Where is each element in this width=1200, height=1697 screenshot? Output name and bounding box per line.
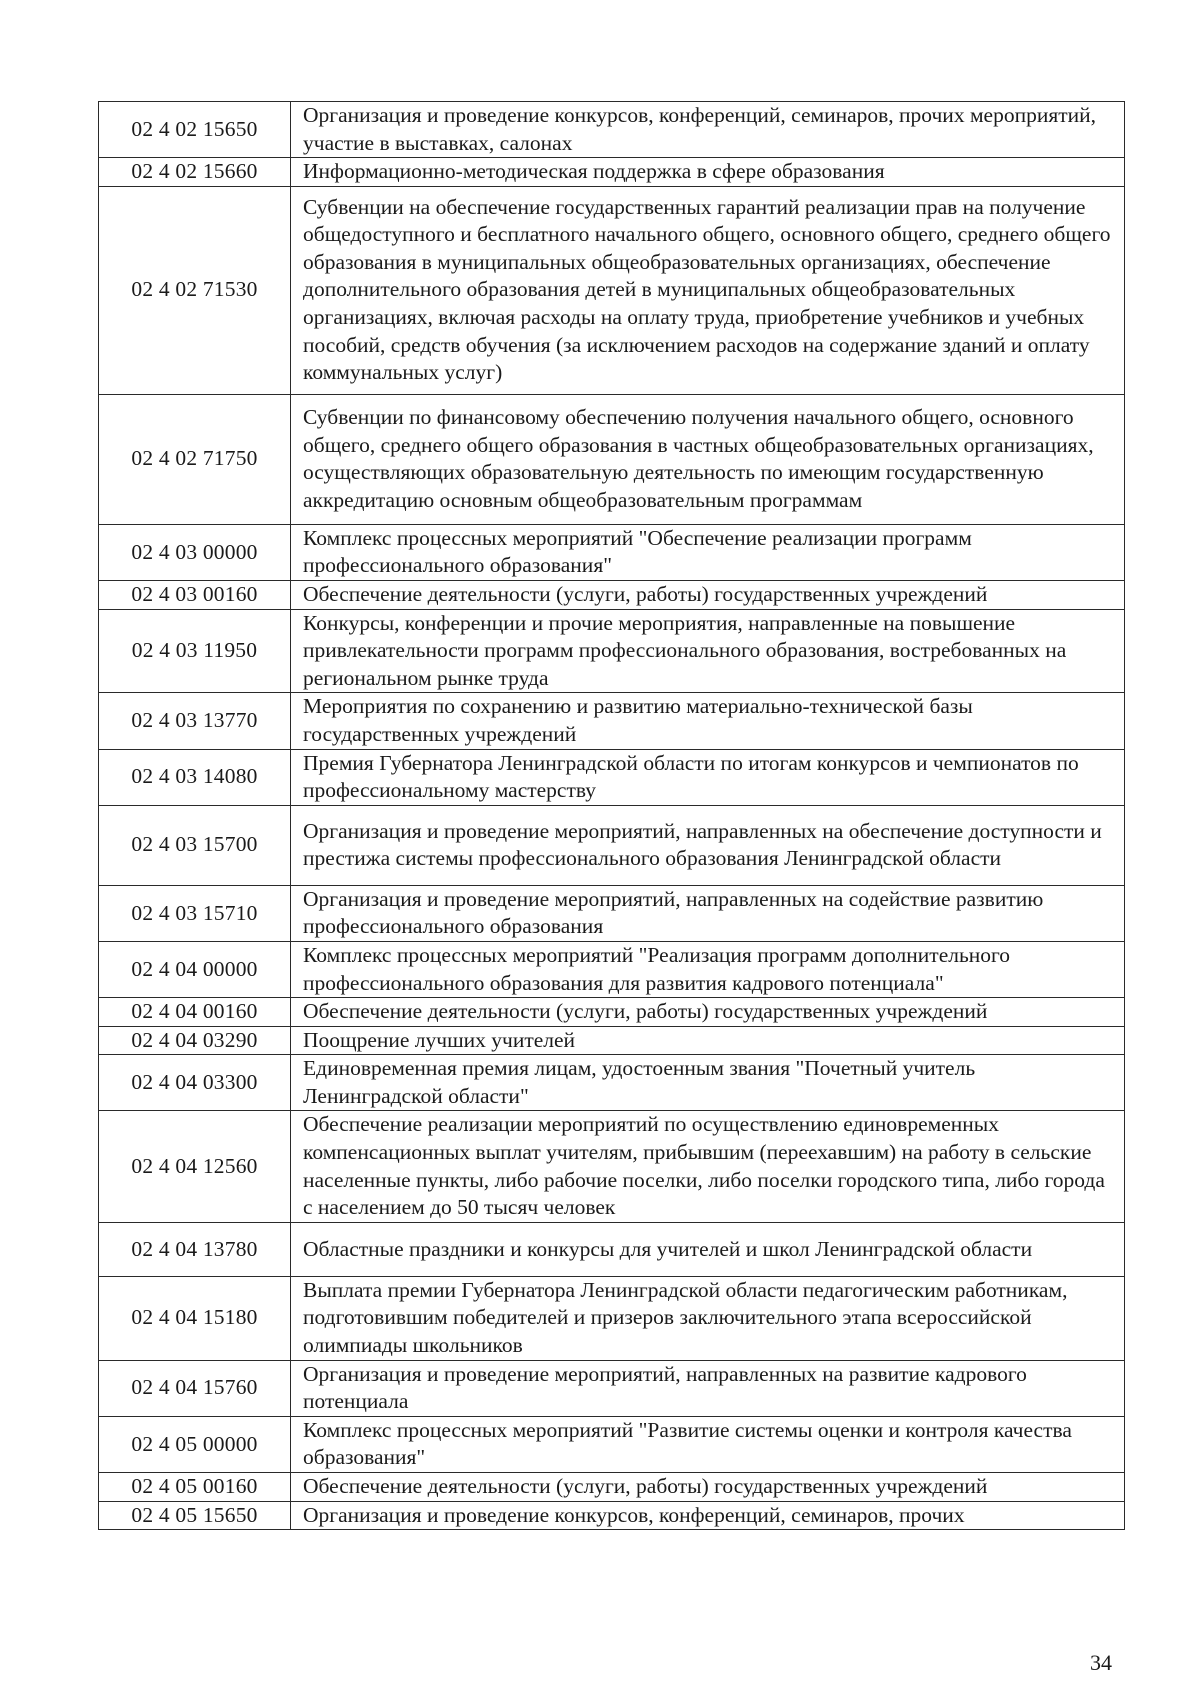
row-name-cell: Поощрение лучших учителей <box>291 1026 1125 1055</box>
row-code-cell: 02 4 03 15700 <box>99 805 291 885</box>
row-code-cell: 02 4 04 12560 <box>99 1111 291 1222</box>
row-code-cell: 02 4 04 15180 <box>99 1276 291 1360</box>
table-row <box>99 1416 1125 1472</box>
row-code-cell: 02 4 04 00000 <box>99 941 291 997</box>
budget-classification-table <box>98 101 1125 1530</box>
row-code-cell: 02 4 02 71530 <box>99 186 291 394</box>
row-name-cell: Выплата премии Губернатора Ленинградской области педагогическим работникам, подготовившим победителей и призеров заключительного этапа всероссийской олимпиады школьников <box>291 1276 1125 1360</box>
table-row <box>99 102 1125 158</box>
table-row <box>99 805 1125 885</box>
table-row <box>99 609 1125 693</box>
row-code-cell: 02 4 03 00000 <box>99 524 291 580</box>
table-row <box>99 186 1125 394</box>
table-row <box>99 394 1125 524</box>
table-body <box>99 102 1125 1530</box>
row-name-cell: Комплекс процессных мероприятий "Развитие системы оценки и контроля качества образования" <box>291 1416 1125 1472</box>
row-code-cell: 02 4 02 15650 <box>99 102 291 158</box>
row-name-cell: Обеспечение деятельности (услуги, работы) государственных учреждений <box>291 998 1125 1027</box>
table-row <box>99 1501 1125 1530</box>
row-name-cell: Организация и проведение мероприятий, направленных на развитие кадрового потенциала <box>291 1360 1125 1416</box>
row-code-cell: 02 4 05 00160 <box>99 1473 291 1502</box>
row-code-cell: 02 4 04 15760 <box>99 1360 291 1416</box>
table-row <box>99 158 1125 187</box>
row-code-cell: 02 4 03 14080 <box>99 749 291 805</box>
table-row <box>99 885 1125 941</box>
row-code-cell: 02 4 03 11950 <box>99 609 291 693</box>
row-name-cell: Обеспечение реализации мероприятий по осуществлению единовременных компенсационных выплат учителям, прибывшим (переехавшим) на работу в сельские населенные пункты, либо рабочие поселки, либо поселки городского типа, либо города с населением до 50 тысяч человек <box>291 1111 1125 1222</box>
table-row <box>99 998 1125 1027</box>
table-row <box>99 1276 1125 1360</box>
row-name-cell: Организация и проведение конкурсов, конференций, семинаров, прочих мероприятий, участие в выставках, салонах <box>291 102 1125 158</box>
row-name-cell: Информационно-методическая поддержка в сфере образования <box>291 158 1125 187</box>
row-name-cell: Конкурсы, конференции и прочие мероприятия, направленные на повышение привлекательности программ профессионального образования, востребованных на региональном рынке труда <box>291 609 1125 693</box>
row-name-cell: Организация и проведение мероприятий, направленных на обеспечение доступности и престижа системы профессионального образования Ленинградской области <box>291 805 1125 885</box>
row-code-cell: 02 4 04 03290 <box>99 1026 291 1055</box>
row-name-cell: Комплекс процессных мероприятий "Обеспечение реализации программ профессионального образования" <box>291 524 1125 580</box>
table-row <box>99 1222 1125 1276</box>
row-code-cell: 02 4 04 00160 <box>99 998 291 1027</box>
row-code-cell: 02 4 05 00000 <box>99 1416 291 1472</box>
row-code-cell: 02 4 02 71750 <box>99 394 291 524</box>
row-name-cell: Организация и проведение конкурсов, конференций, семинаров, прочих <box>291 1501 1125 1530</box>
row-name-cell: Субвенции по финансовому обеспечению получения начального общего, основного общего, среднего общего образования в частных общеобразовательных организациях, осуществляющих образовательную деятельность по имеющим государственную аккредитацию основным общеобразовательным программам <box>291 394 1125 524</box>
row-name-cell: Комплекс процессных мероприятий "Реализация программ дополнительного профессионального образования для развития кадрового потенциала" <box>291 941 1125 997</box>
table-row <box>99 1055 1125 1111</box>
table-row <box>99 580 1125 609</box>
row-code-cell: 02 4 03 13770 <box>99 693 291 749</box>
table-row <box>99 749 1125 805</box>
row-name-cell: Мероприятия по сохранению и развитию материально-технической базы государственных учреждений <box>291 693 1125 749</box>
table-row <box>99 524 1125 580</box>
table-row <box>99 1111 1125 1222</box>
page-number: 34 <box>1090 1650 1112 1675</box>
table-row <box>99 1026 1125 1055</box>
row-name-cell: Обеспечение деятельности (услуги, работы) государственных учреждений <box>291 580 1125 609</box>
row-name-cell: Организация и проведение мероприятий, направленных на содействие развитию профессионального образования <box>291 885 1125 941</box>
row-code-cell: 02 4 04 13780 <box>99 1222 291 1276</box>
row-code-cell: 02 4 02 15660 <box>99 158 291 187</box>
table-row <box>99 693 1125 749</box>
row-name-cell: Областные праздники и конкурсы для учителей и школ Ленинградской области <box>291 1222 1125 1276</box>
row-code-cell: 02 4 03 00160 <box>99 580 291 609</box>
row-name-cell: Единовременная премия лицам, удостоенным звания "Почетный учитель Ленинградской области" <box>291 1055 1125 1111</box>
table-row <box>99 1473 1125 1502</box>
row-name-cell: Обеспечение деятельности (услуги, работы) государственных учреждений <box>291 1473 1125 1502</box>
row-code-cell: 02 4 04 03300 <box>99 1055 291 1111</box>
table-row <box>99 941 1125 997</box>
table-row <box>99 1360 1125 1416</box>
row-name-cell: Премия Губернатора Ленинградской области по итогам конкурсов и чемпионатов по профессиональному мастерству <box>291 749 1125 805</box>
row-code-cell: 02 4 05 15650 <box>99 1501 291 1530</box>
row-code-cell: 02 4 03 15710 <box>99 885 291 941</box>
row-name-cell: Субвенции на обеспечение государственных гарантий реализации прав на получение общедоступного и бесплатного начального общего, основного общего, среднего общего образования в муниципальных общеобразовательных организациях, обеспечение дополнительного образования детей в муниципальных общеобразовательных организациях, включая расходы на оплату труда, приобретение учебников и учебных пособий, средств обучения (за исключением расходов на содержание зданий и оплату коммунальных услуг) <box>291 186 1125 394</box>
